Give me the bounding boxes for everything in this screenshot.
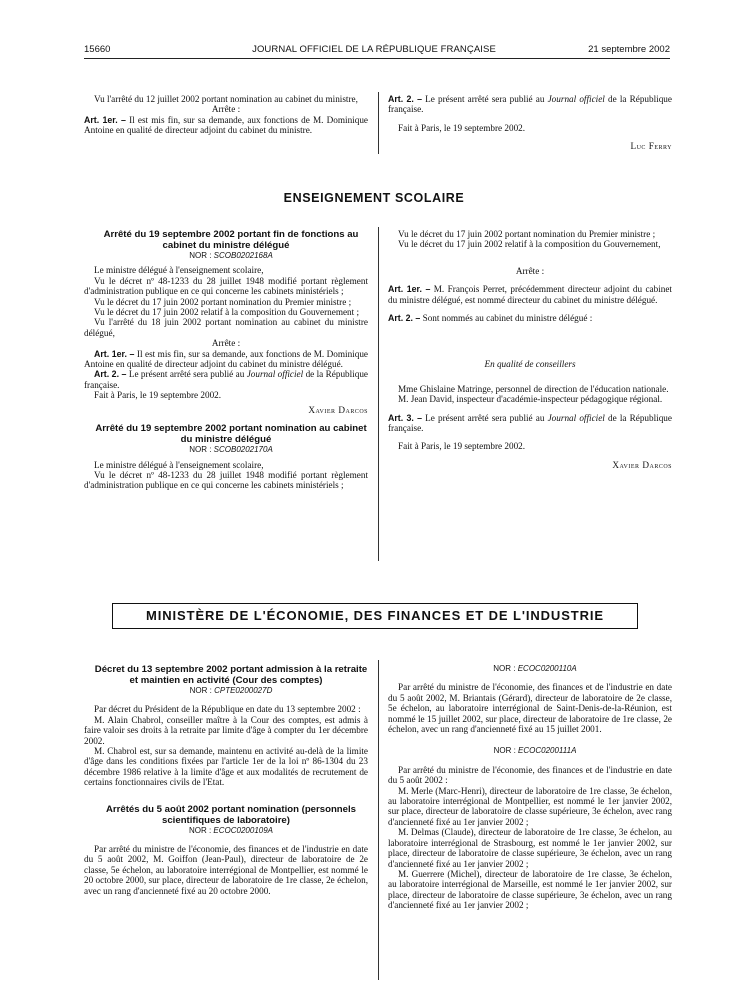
arrete-label: Arrête :	[211, 338, 241, 349]
article-2: Art. 2. – Le présent arrêté sera publié au Journal officiel de la République française.	[84, 369, 368, 390]
paragraph: M. Chabrol est, sur sa demande, maintenu en activité au-delà de la limite d'âge dans les conditions fixées par l'article 1er de la loi nº 86-1304 du 23 décembre 1986 relative à la limite d'âge et aux modalités de recrutement de certains fonctionnaires civils de l'Etat.	[84, 746, 368, 788]
nor-reference: NOR : CPTE0200027D	[189, 686, 273, 695]
article-1: Art. 1er. – Il est mis fin, sur sa demande, aux fonctions de M. Dominique Antoine en qualité de directeur adjoint du cabinet du ministre délégué.	[84, 348, 368, 370]
signature: Luc Ferry	[630, 141, 672, 152]
nor-reference: NOR : ECOC0200109A	[188, 825, 274, 835]
fait-a-paris: Fait à Paris, le 19 septembre 2002.	[398, 441, 526, 452]
arrete-title: Arrêté du 19 septembre 2002 portant fin de fonctions au cabinet du ministre délégué	[103, 229, 359, 251]
paragraph: Par arrêté du ministre de l'économie, des finances et de l'industrie en date du 5 août 2002, M. Goiffon (Jean-Paul), directeur de laboratoire de 2e classe, 5e échelon, au laboratoire interrégional de Montpellier, est nommé le 20 octobre 2000, sur place, directeur de laboratoire de 1re classe, 2e échelon, avec un rang d'ancienneté fixé au 20 octobre 2000.	[84, 844, 368, 896]
fait-a-paris: Fait à Paris, le 19 septembre 2002.	[398, 122, 526, 133]
visa-paragraph: Vu l'arrêté du 12 juillet 2002 portant nomination au cabinet du ministre,	[94, 94, 358, 104]
arrete-label: Arrête :	[515, 265, 545, 276]
top-left-column	[84, 94, 368, 136]
ministry-right-column	[388, 664, 672, 911]
enseignement-left-column	[84, 229, 368, 491]
section-title-enseignement: ENSEIGNEMENT SCOLAIRE	[283, 191, 465, 205]
paragraph: M. Alain Chabrol, conseiller maître à la Cour des comptes, est admis à faire valoir ses droits à la retraite par limite d'âge à compter du 1er décembre 2002.	[84, 714, 368, 746]
arrete-label: Arrête :	[211, 104, 241, 115]
nor-reference: NOR : ECOC0200110A	[493, 664, 577, 673]
paragraph: Vu l'arrêté du 18 juin 2002 portant nomination au cabinet du ministre délégué,	[84, 317, 368, 338]
header-rule	[84, 58, 670, 59]
arretes-title: Arrêtés du 5 août 2002 portant nomination (personnels scientifiques de laboratoire)	[105, 803, 356, 826]
conseiller-entry: Mme Ghislaine Matringe, personnel de direction de l'éducation nationale.	[398, 383, 669, 394]
nor-reference: NOR : SCOB0202168A	[189, 251, 273, 260]
article-2: Art. 2. – Sont nommés au cabinet du ministre délégué :	[388, 313, 593, 324]
paragraph: Vu le décret du 17 juin 2002 relatif à la composition du Gouvernement ;	[94, 307, 360, 318]
paragraph: Vu le décret nº 48-1233 du 28 juillet 1948 modifié portant règlement d'administration publique en ce qui concerne les cabinets ministériels ;	[84, 275, 368, 297]
signature: Xavier Darcos	[612, 459, 672, 470]
paragraph: Par arrêté du ministre de l'économie, des finances et de l'industrie en date du 5 août 2002, M. Briantais (Gérard), directeur de laboratoire de 2e classe, 5e échelon, au laboratoire interrégional de Saint-Denis-de-la-Réunion, est nommé le 15 juillet 2002, sur place, directeur de laboratoire de 1re classe, 2e échelon, avec un rang d'ancienneté fixé au 15 juillet 2001.	[388, 682, 672, 735]
nor-reference: NOR : SCOB0202170A	[189, 445, 273, 455]
column-divider	[378, 92, 379, 154]
paragraph: Par décret du Président de la République en date du 13 septembre 2002 :	[94, 704, 361, 715]
paragraph: Vu le décret du 17 juin 2002 relatif à la composition du Gouvernement,	[398, 239, 661, 250]
arrete-title: Arrêté du 19 septembre 2002 portant nomination au cabinet du ministre délégué	[95, 423, 367, 446]
page-number: 15660	[84, 44, 111, 55]
article-2: Art. 2. – Le présent arrêté sera publié au Journal officiel de la République française.	[388, 94, 672, 115]
fait-a-paris: Fait à Paris, le 19 septembre 2002.	[94, 390, 222, 401]
issue-date: 21 septembre 2002	[588, 44, 670, 55]
ministry-banner	[112, 603, 638, 629]
article-1: Art. 1er. – Il est mis fin, sur sa demande, aux fonctions de M. Dominique Antoine en qualité de directeur adjoint du cabinet du ministre.	[84, 114, 368, 136]
conseiller-entry: M. Jean David, inspecteur d'académie-inspecteur pédagogique régional.	[398, 394, 663, 405]
paragraph: Le ministre délégué à l'enseignement scolaire,	[94, 265, 264, 276]
paragraph: M. Delmas (Claude), directeur de laboratoire de 1re classe, 3e échelon, au laboratoire interrégional de Strasbourg, est nommé le 1er janvier 2002, sur place, directeur de laboratoire de classe supérieure, 3e échelon, avec un rang d'ancienneté fixé au 1er janvier 2002 ;	[388, 827, 672, 869]
signature: Xavier Darcos	[308, 404, 368, 415]
ministry-title: MINISTÈRE DE L'ÉCONOMIE, DES FINANCES ET DE L'INDUSTRIE	[146, 608, 604, 623]
top-right-column	[388, 94, 672, 152]
decret-title: Décret du 13 septembre 2002 portant admission à la retraite et maintien en activité (Cour des comptes)	[94, 664, 368, 686]
paragraph: Vu le décret nº 48-1233 du 28 juillet 1948 modifié portant règlement d'administration publique en ce qui concerne les cabinets ministériels ;	[84, 469, 368, 491]
article-1: Art. 1er. – M. François Perret, précédemment directeur adjoint du cabinet du ministre délégué, est nommé directeur du cabinet du ministre délégué.	[388, 284, 672, 305]
enseignement-right-column	[388, 229, 672, 470]
article-3: Art. 3. – Le présent arrêté sera publié au Journal officiel de la République française.	[388, 412, 672, 434]
paragraph: Vu le décret du 17 juin 2002 portant nomination du Premier ministre ;	[398, 229, 656, 239]
column-divider	[378, 660, 379, 980]
paragraph: Par arrêté du ministre de l'économie, des finances et de l'industrie en date du 5 août 2002 :	[388, 764, 672, 786]
paragraph: M. Guerrere (Michel), directeur de laboratoire de 1re classe, 3e échelon, au laboratoire interrégional de Marseille, est nommé le 1er janvier 2002, sur place, directeur de laboratoire de classe supérieure, 3e échelon, avec un rang d'ancienneté fixé au 1er janvier 2002 ;	[388, 868, 672, 911]
ministry-left-column	[84, 664, 368, 896]
paragraph: M. Merle (Marc-Henri), directeur de laboratoire de 1re classe, 3e échelon, au laboratoire interrégional de Montpellier, est nommé le 1er janvier 2002, sur place, directeur de laboratoire de classe supérieure, 3e échelon, avec rang d'ancienneté fixé au 1er janvier 2002 ;	[388, 785, 672, 827]
column-divider	[378, 227, 379, 561]
nor-reference: NOR : ECOC0200111A	[493, 746, 577, 756]
journal-title: JOURNAL OFFICIEL DE LA RÉPUBLIQUE FRANÇAISE	[252, 44, 496, 55]
paragraph: Le ministre délégué à l'enseignement scolaire,	[94, 459, 264, 470]
qualite-heading: En qualité de conseillers	[484, 359, 576, 370]
paragraph: Vu le décret du 17 juin 2002 portant nomination du Premier ministre ;	[94, 296, 352, 307]
